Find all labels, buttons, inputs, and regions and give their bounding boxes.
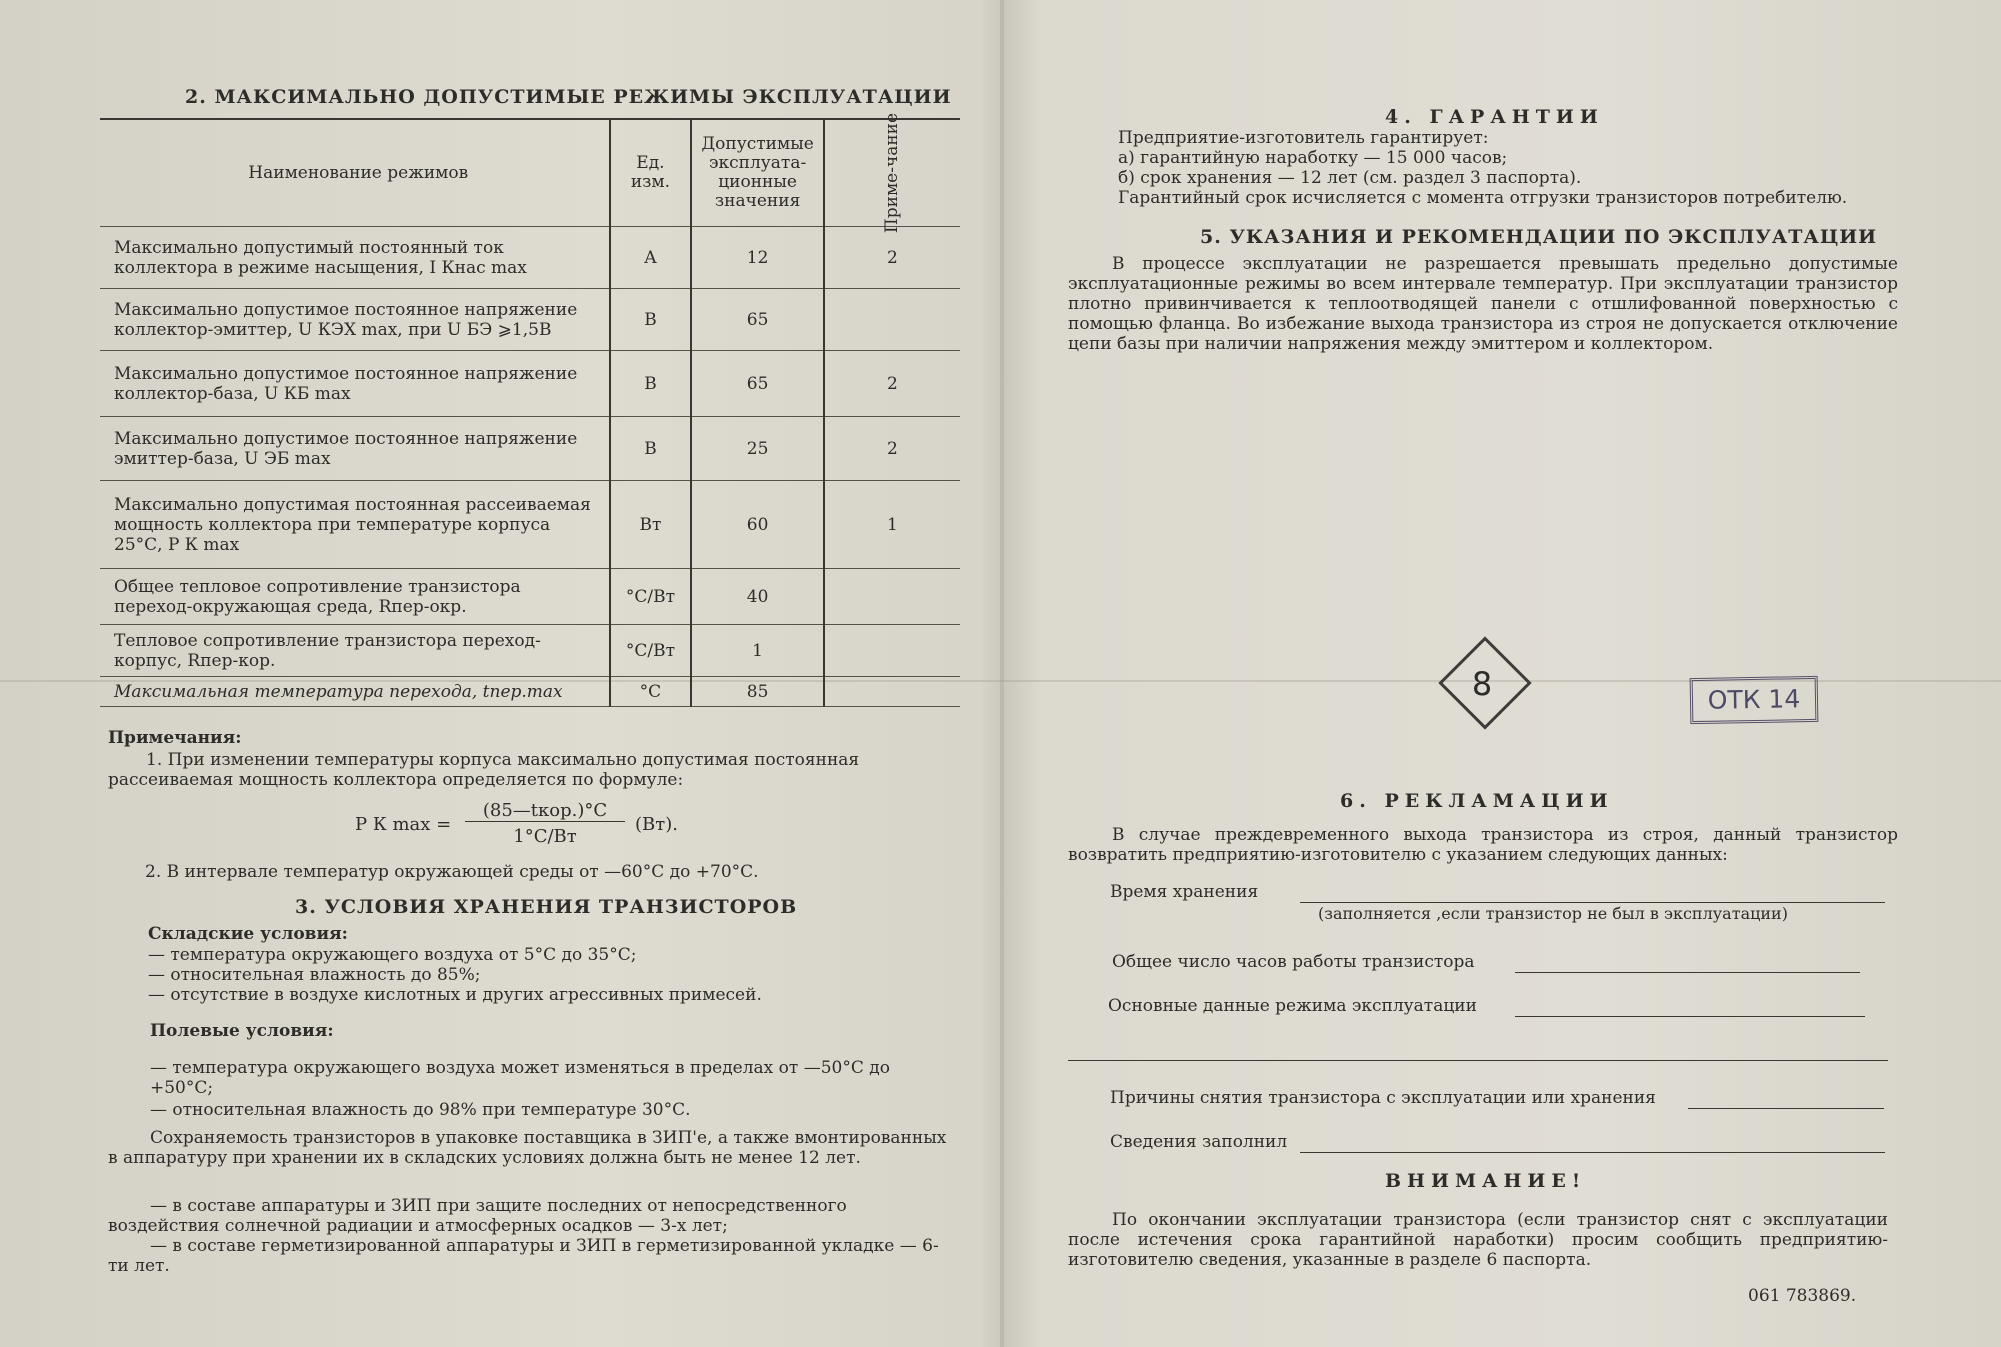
table-row bbox=[100, 227, 960, 289]
warehouse-item: — отсутствие в воздухе кислотных и других агрессивных примесей. bbox=[148, 985, 762, 1005]
table-row bbox=[100, 569, 960, 625]
row-value: 1 bbox=[691, 625, 823, 677]
formula-lhs: P К max = bbox=[355, 814, 452, 835]
row-note: 1 bbox=[824, 481, 960, 569]
row-name: Максимальная температура перехода, tпер.max bbox=[114, 681, 563, 702]
header-mode-name: Наименование режимов bbox=[248, 162, 469, 183]
notes-title: Примечания: bbox=[108, 728, 242, 748]
section3-title: 3. УСЛОВИЯ ХРАНЕНИЯ ТРАНЗИСТОРОВ bbox=[295, 896, 798, 918]
row-value: 65 bbox=[691, 289, 823, 351]
section2-title: 2. МАКСИМАЛЬНО ДОПУСТИМЫЕ РЕЖИМЫ ЭКСПЛУАТАЦИИ bbox=[185, 86, 952, 108]
storage-time-label: Время хранения bbox=[1110, 882, 1259, 902]
main-data-field-line2[interactable] bbox=[1068, 1040, 1888, 1061]
storage-time-hint: (заполняется ,если транзистор не был в эксплуатации) bbox=[1318, 904, 1788, 923]
table-row bbox=[100, 481, 960, 569]
formula-numerator: (85—tкор.)°С bbox=[465, 800, 625, 822]
row-note: 2 bbox=[824, 227, 960, 289]
row-unit: °С bbox=[610, 677, 692, 707]
storage-time-field[interactable] bbox=[1300, 880, 1885, 903]
table-row bbox=[100, 417, 960, 481]
attention-text: По окончании эксплуатации транзистора (если транзистор снят с эксплуатации после истечения срока гарантийной наработки) просим сообщить предприятию-изготовителю сведения, указанные в разделе 6 паспорта. bbox=[1068, 1210, 1888, 1270]
header-value: Допустимые эксплуата-ционные значения bbox=[691, 120, 823, 227]
row-value: 40 bbox=[691, 569, 823, 625]
max-ratings-table bbox=[100, 112, 960, 707]
row-name: Тепловое сопротивление транзистора переход-корпус, Rпер-кор. bbox=[114, 630, 541, 671]
guarantee-line: а) гарантийную наработку — 15 000 часов; bbox=[1118, 148, 1508, 168]
row-note bbox=[824, 677, 960, 707]
formula-denominator: 1°С/Вт bbox=[513, 826, 577, 847]
stamp-number: 8 bbox=[1471, 665, 1493, 703]
row-value: 25 bbox=[691, 417, 823, 481]
formula bbox=[355, 800, 755, 850]
row-note: 2 bbox=[824, 351, 960, 417]
table-header-row bbox=[100, 120, 960, 227]
warehouse-title: Складские условия: bbox=[148, 924, 348, 944]
section5-title: 5. УКАЗАНИЯ И РЕКОМЕНДАЦИИ ПО ЭКСПЛУАТАЦИИ bbox=[1200, 226, 1878, 248]
table-row bbox=[100, 677, 960, 707]
header-note bbox=[824, 112, 960, 233]
section6-title: 6. РЕКЛАМАЦИИ bbox=[1340, 790, 1614, 812]
total-hours-field[interactable] bbox=[1515, 952, 1860, 973]
row-note: 2 bbox=[824, 417, 960, 481]
row-name: Максимально допустимая постоянная рассеиваемая мощность коллектора при температуре корпуса 25°С, P К max bbox=[114, 494, 591, 555]
row-name: Максимально допустимое постоянное напряжение коллектор-эмиттер, U КЭХ max, при U БЭ ⩾1,5В bbox=[114, 299, 578, 340]
total-hours-label: Общее число часов работы транзистора bbox=[1112, 952, 1475, 972]
row-note bbox=[824, 289, 960, 351]
warehouse-item: — относительная влажность до 85%; bbox=[148, 965, 481, 985]
guarantee-line: Гарантийный срок исчисляется с момента отгрузки транзисторов потребителю. bbox=[1118, 188, 1848, 208]
filled-by-field[interactable] bbox=[1300, 1132, 1885, 1153]
row-value: 65 bbox=[691, 351, 823, 417]
guarantee-line: б) срок хранения — 12 лет (см. раздел 3 паспорта). bbox=[1118, 168, 1582, 188]
table-row bbox=[100, 625, 960, 677]
reasons-label: Причины снятия транзистора с эксплуатации или хранения bbox=[1110, 1088, 1656, 1108]
row-value: 85 bbox=[691, 677, 823, 707]
main-data-label: Основные данные режима эксплуатации bbox=[1108, 996, 1477, 1016]
warehouse-item: — температура окружающего воздуха от 5°С до 35°С; bbox=[148, 945, 637, 965]
section6-text: В случае преждевременного выхода транзистора из строя, данный транзистор возвратить предприятию-изготовителю с указанием следующих данных: bbox=[1068, 825, 1898, 865]
main-data-field[interactable] bbox=[1515, 996, 1865, 1017]
attention-title: ВНИМАНИЕ! bbox=[1385, 1170, 1587, 1192]
row-note bbox=[824, 569, 960, 625]
header-unit: Ед. изм. bbox=[610, 120, 692, 227]
row-unit: °С/Вт bbox=[610, 569, 692, 625]
row-value: 12 bbox=[691, 227, 823, 289]
print-code: 061 783869. bbox=[1748, 1286, 1857, 1306]
row-unit: °С/Вт bbox=[610, 625, 692, 677]
formula-unit: (Вт). bbox=[635, 814, 678, 835]
header-note-text: Приме-чание bbox=[882, 112, 903, 233]
center-fold bbox=[1000, 0, 1004, 1347]
section4-title: 4. ГАРАНТИИ bbox=[1385, 106, 1604, 128]
storage-item: — в составе аппаратуры и ЗИП при защите последних от непосредственного воздействия солнечной радиации и атмосферных осадков — 3-х лет; bbox=[108, 1196, 847, 1236]
row-value: 60 bbox=[691, 481, 823, 569]
guarantee-line: Предприятие-изготовитель гарантирует: bbox=[1118, 128, 1489, 148]
storage-paragraph: Сохраняемость транзисторов в упаковке поставщика в ЗИП'е, а также вмонтированных в аппаратуру при хранении их в складских условиях должна быть не менее 12 лет. bbox=[108, 1128, 947, 1168]
table-row bbox=[100, 351, 960, 417]
row-name: Максимально допустимое постоянное напряжение эмиттер-база, U ЭБ max bbox=[114, 428, 578, 469]
table-row bbox=[100, 289, 960, 351]
row-note bbox=[824, 625, 960, 677]
note-1: 1. При изменении температуры корпуса максимально допустимая постоянная рассеиваемая мощность коллектора определяется по формуле: bbox=[108, 750, 860, 790]
row-unit: А bbox=[610, 227, 692, 289]
field-item: — относительная влажность до 98% при температуре 30°С. bbox=[150, 1100, 691, 1120]
section5-text: В процессе эксплуатации не разрешается превышать предельно допустимые эксплуатационные режимы во всем интервале температур. При эксплуатации транзистор плотно привинчивается к теплоотводящей панели с отшлифованной поверхностью с помощью фланца. Во избежание выхода транзистора из строя не допускается отключение цепи базы при наличии напряжения между эмиттером и коллектором. bbox=[1068, 254, 1898, 354]
row-unit: В bbox=[610, 289, 692, 351]
storage-item: — в составе герметизированной аппаратуры и ЗИП в герметизированной укладке — 6-ти лет. bbox=[108, 1236, 939, 1276]
reasons-field[interactable] bbox=[1688, 1088, 1884, 1109]
row-unit: В bbox=[610, 417, 692, 481]
row-name: Общее тепловое сопротивление транзистора переход-окружающая среда, Rпер-окр. bbox=[114, 576, 521, 617]
filled-by-label: Сведения заполнил bbox=[1110, 1132, 1288, 1152]
note-2: 2. В интервале температур окружающей среды от —60°С до +70°С. bbox=[145, 862, 759, 882]
otk-stamp: ОТК 14 bbox=[1690, 676, 1819, 724]
row-name: Максимально допустимый постоянный ток коллектора в режиме насыщения, I Кнас max bbox=[114, 237, 527, 278]
row-name: Максимально допустимое постоянное напряжение коллектор-база, U КБ max bbox=[114, 363, 578, 404]
field-title: Полевые условия: bbox=[150, 1021, 334, 1041]
row-unit: Вт bbox=[610, 481, 692, 569]
row-unit: В bbox=[610, 351, 692, 417]
field-item: — температура окружающего воздуха может изменяться в пределах от —50°С до +50°С; bbox=[150, 1058, 890, 1098]
